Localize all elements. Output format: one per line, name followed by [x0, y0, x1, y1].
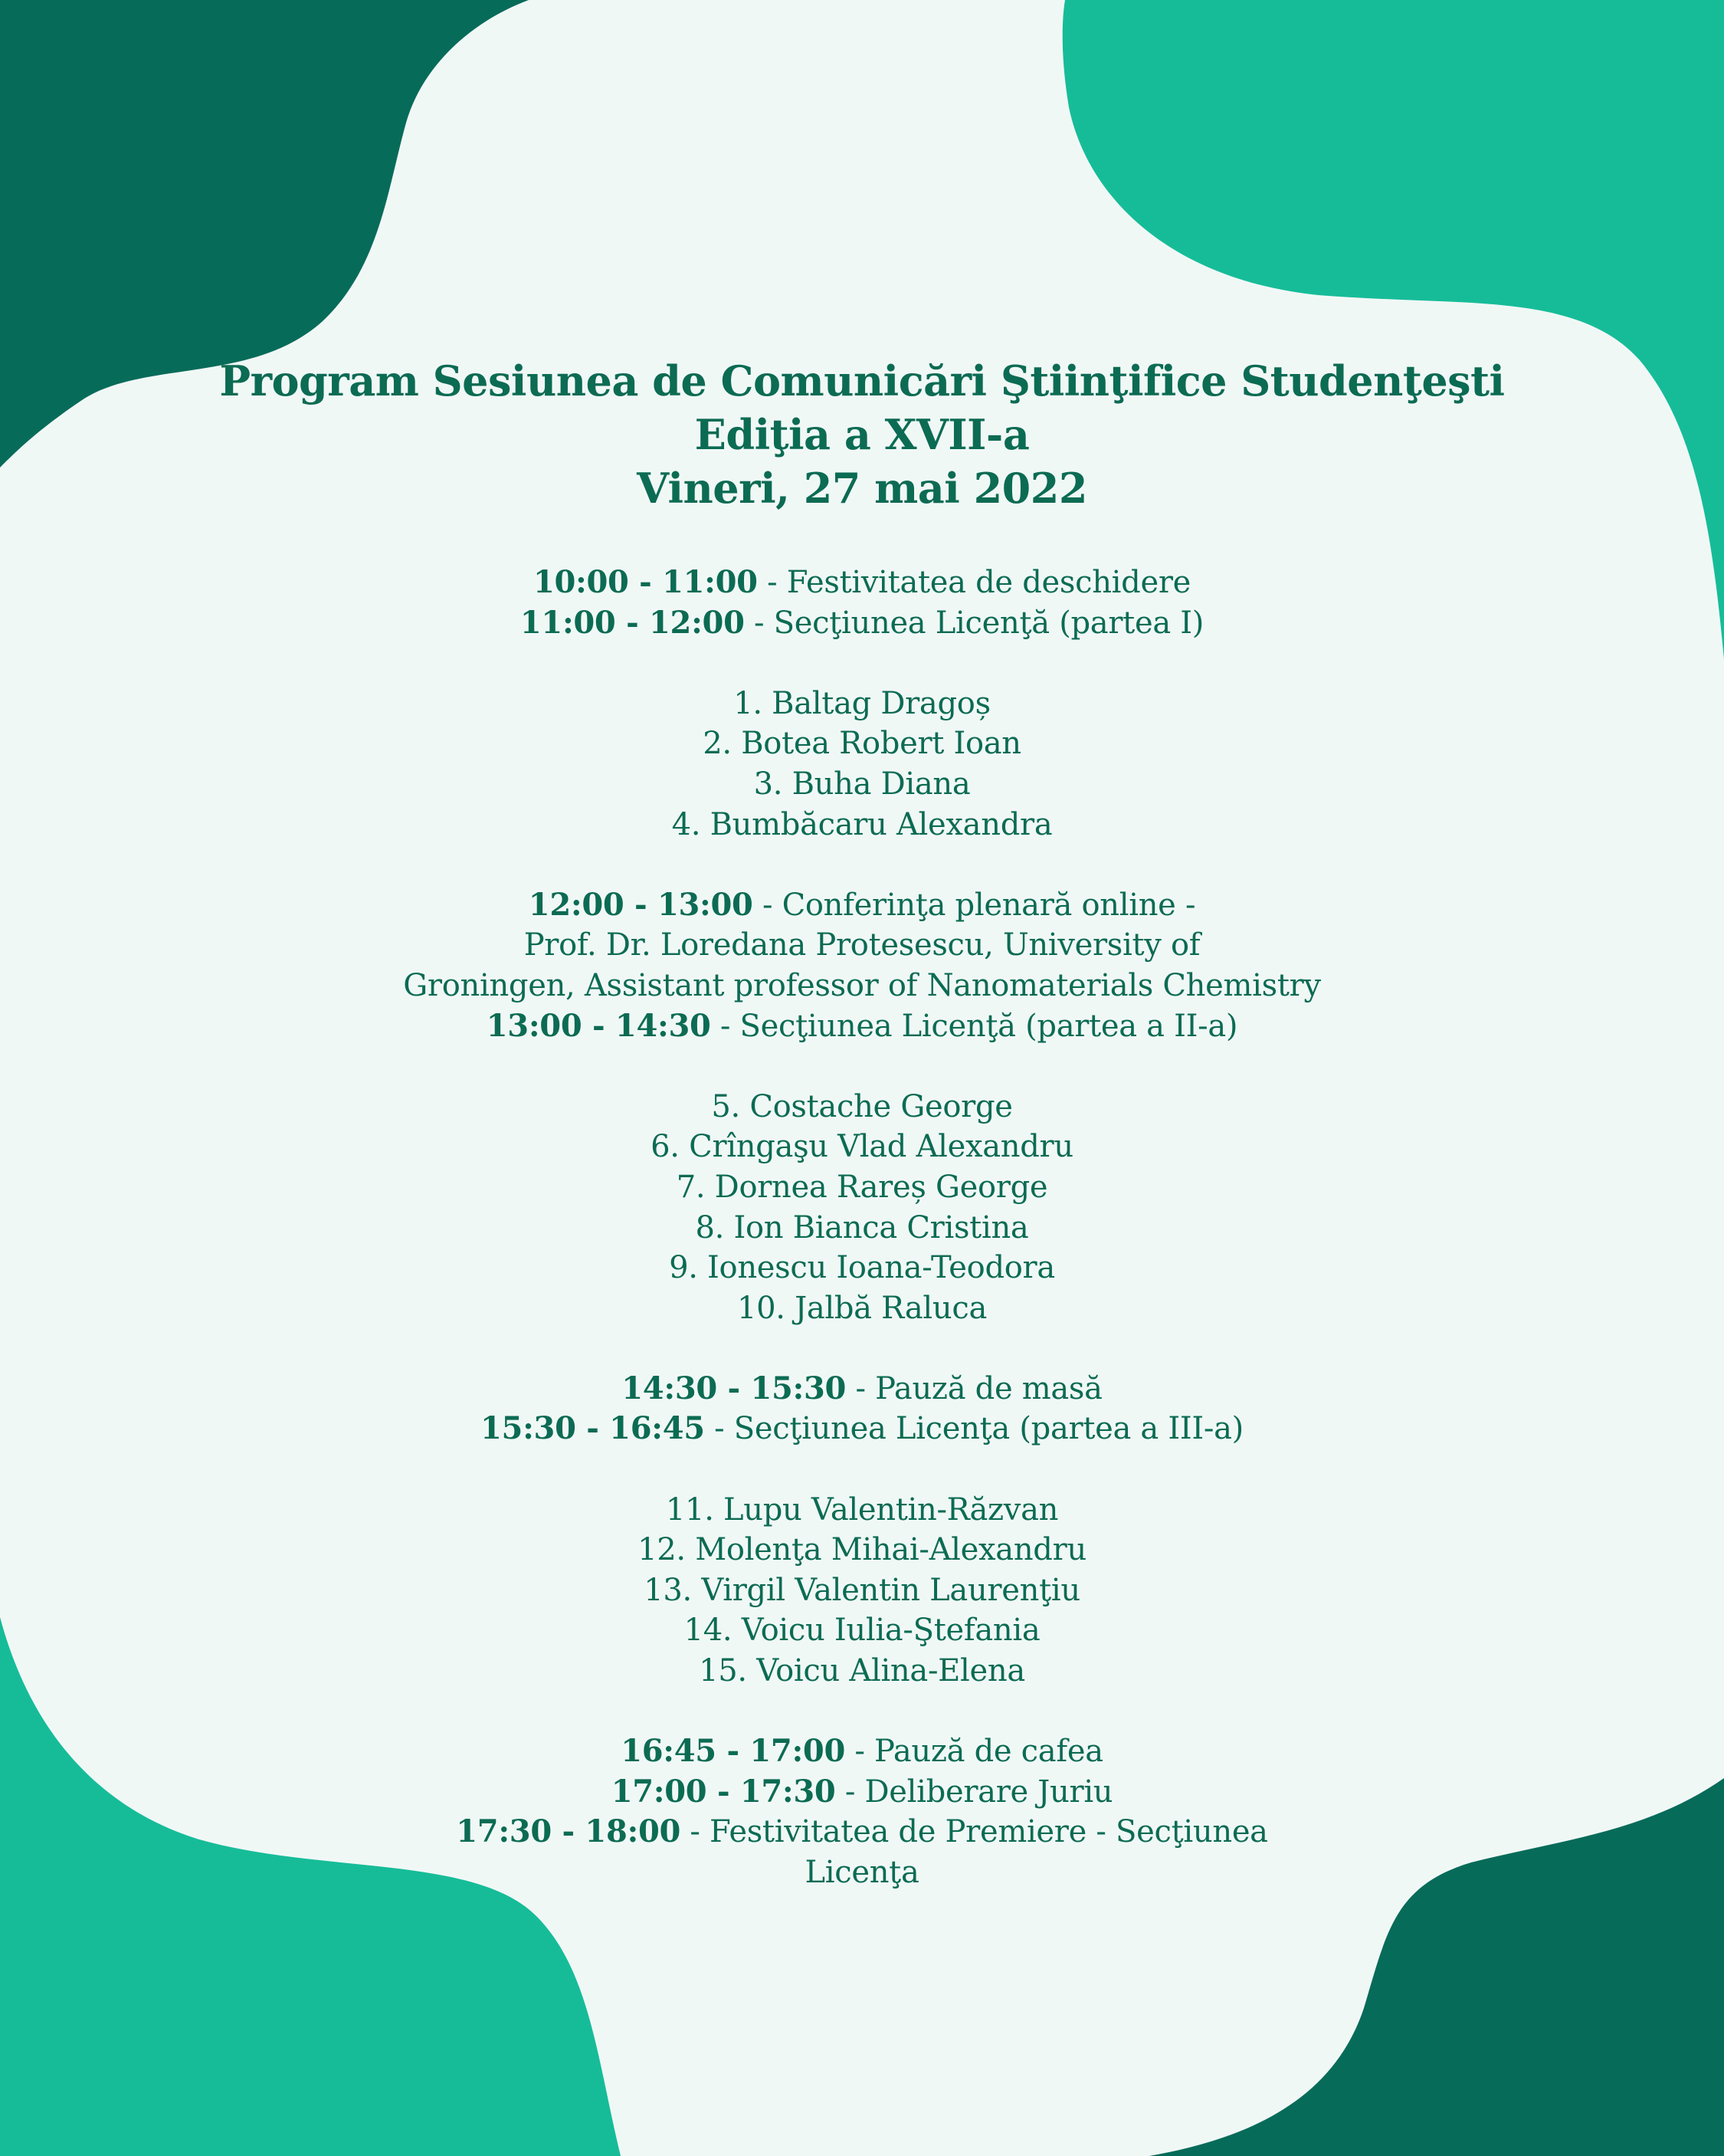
- event-text: - Festivitatea de Premiere - Secţiunea: [680, 1814, 1268, 1850]
- participant: 6. Crîngaşu Vlad Alexandru: [651, 1129, 1073, 1165]
- event-text: - Secţiunea Licenţa (partea a III-a): [704, 1411, 1244, 1447]
- event-text-continued: Groningen, Assistant professor of Nanomaterials Chemistry: [403, 967, 1321, 1003]
- schedule-item: [0, 1006, 1724, 1047]
- time-range: 15:30 - 16:45: [480, 1410, 705, 1447]
- edition-line: Ediţia a XVII-a: [694, 410, 1030, 459]
- participant: 9. Ionescu Ioana-Teodora: [669, 1250, 1055, 1286]
- header: [0, 354, 1724, 515]
- schedule-item: [0, 563, 1724, 603]
- event-text: - Conferinţa plenară online -: [752, 887, 1196, 923]
- time-range: 16:45 - 17:00: [621, 1733, 845, 1770]
- participant: 2. Botea Robert Ioan: [703, 726, 1021, 762]
- participant: 8. Ion Bianca Cristina: [695, 1209, 1029, 1245]
- event-text: - Pauză de cafea: [844, 1734, 1103, 1770]
- participant: 1. Baltag Dragoș: [733, 685, 991, 721]
- schedule-item: [0, 603, 1724, 644]
- participant: 5. Costache George: [711, 1088, 1013, 1124]
- participant: 7. Dornea Rareș George: [676, 1169, 1048, 1205]
- participant: 10. Jalbă Raluca: [736, 1290, 988, 1326]
- time-range: 17:30 - 18:00: [456, 1813, 681, 1850]
- participant: 4. Bumbăcaru Alexandra: [671, 806, 1053, 842]
- schedule-item: [0, 885, 1724, 926]
- time-range: 13:00 - 14:30: [486, 1007, 711, 1044]
- participant: 3. Buha Diana: [753, 766, 971, 802]
- top-right-shape: [1063, 0, 1724, 659]
- participant: 14. Voicu Iulia-Ştefania: [683, 1613, 1041, 1649]
- schedule-item: [0, 1369, 1724, 1409]
- time-range: 12:00 - 13:00: [528, 886, 753, 923]
- event-text: - Secţiunea Licenţă (partea I): [744, 605, 1205, 641]
- time-range: 11:00 - 12:00: [519, 604, 745, 641]
- schedule-item: [0, 1812, 1724, 1852]
- event-text: - Festivitatea de deschidere: [757, 565, 1191, 600]
- participant: 12. Molenţa Mihai-Alexandru: [637, 1532, 1087, 1568]
- time-range: 10:00 - 11:00: [533, 564, 758, 600]
- page-title: Program Sesiunea de Comunicări Ştiinţifice Studenţeşti: [219, 356, 1505, 405]
- event-text: - Pauză de masă: [846, 1370, 1103, 1406]
- date-line: Vineri, 27 mai 2022: [637, 464, 1087, 513]
- event-text-continued: Prof. Dr. Loredana Protesescu, University of: [523, 927, 1201, 963]
- participant: 11. Lupu Valentin-Răzvan: [665, 1491, 1059, 1528]
- participant: 13. Virgil Valentin Laurenţiu: [644, 1572, 1080, 1608]
- schedule-item: [0, 1731, 1724, 1772]
- time-range: 17:00 - 17:30: [611, 1773, 836, 1810]
- event-text: - Secţiunea Licenţă (partea a II-a): [710, 1008, 1238, 1044]
- event-text: - Deliberare Juriu: [835, 1774, 1113, 1810]
- time-range: 14:30 - 15:30: [621, 1370, 847, 1406]
- schedule-item: [0, 1409, 1724, 1449]
- schedule-item: [0, 1772, 1724, 1813]
- event-text-continued: Licenţa: [805, 1855, 919, 1890]
- program-list: [0, 563, 1724, 1893]
- participant: 15. Voicu Alina-Elena: [699, 1653, 1025, 1689]
